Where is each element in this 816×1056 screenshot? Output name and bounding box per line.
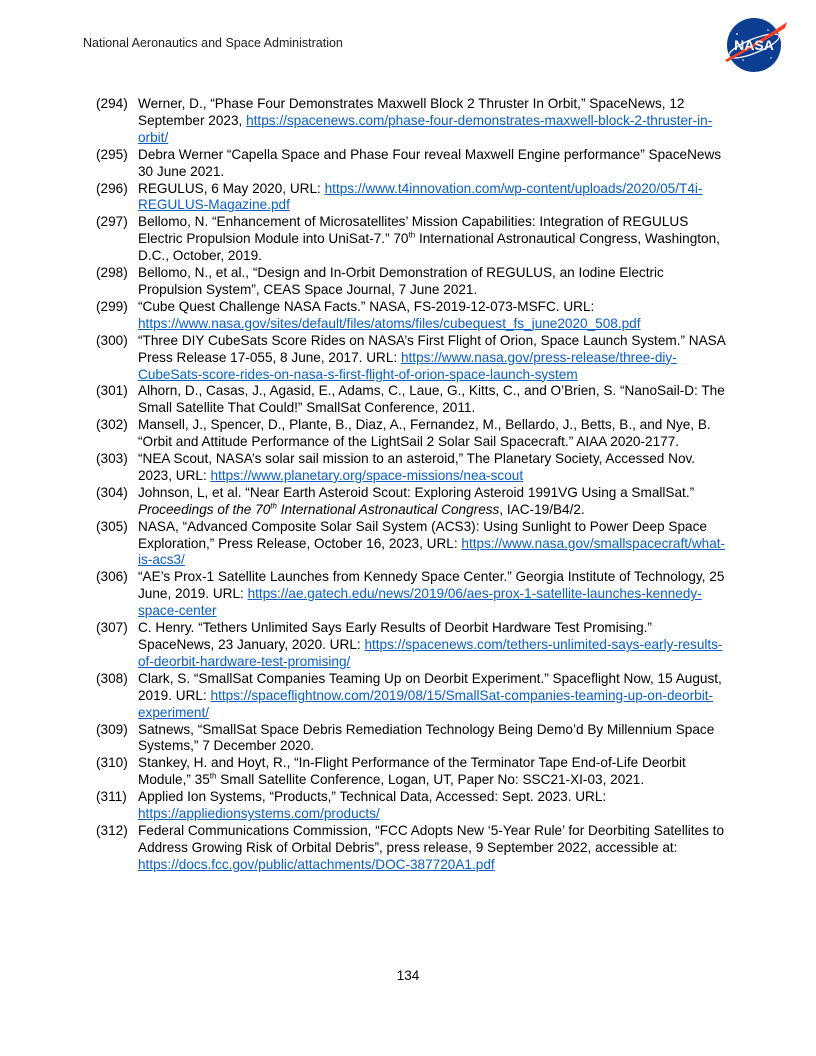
reference-number: (297) [96, 214, 128, 230]
page-number: 134 [396, 968, 420, 983]
reference-link[interactable]: https://www.planetary.org/space-missions/nea-scout [210, 467, 524, 483]
reference-297 [96, 214, 726, 265]
reference-text: Alhorn, D., Casas, J., Agasid, E., Adams, C., Laue, G., Kitts, C., and O’Brien, S. “NanoSail-D: The Small Satellite That Could!” SmallSat Conference, 2011. [138, 383, 725, 416]
reference-text: Bellomo, N. “Enhancement of Microsatellites’ Mission Capabilities: Integration of REGULUS Electric Propulsion Module into UniSat-7.” 70th International Astronautical Congress, Washington, D.C., October, 2019. [138, 214, 720, 264]
agency-name: National Aeronautics and Space Administration [83, 36, 343, 50]
reference-link[interactable]: https://www.nasa.gov/press-release/three-diy-CubeSats-score-rides-on-nasa-s-first-flight-of-orion-space-launch-system [138, 349, 677, 382]
reference-number: (309) [96, 721, 128, 737]
reference-294 [96, 96, 726, 147]
reference-number: (302) [96, 417, 128, 433]
reference-312 [96, 823, 726, 874]
nasa-logo [719, 16, 789, 74]
reference-number: (303) [96, 451, 128, 467]
nasa-logo-text: NASA [734, 37, 774, 53]
reference-number: (296) [96, 180, 128, 196]
reference-number: (311) [96, 789, 127, 805]
reference-text: C. Henry. “Tethers Unlimited Says Early Results of Deorbit Hardware Test Promising.” SpaceNews, 23 January, 2020. URL: https://spacenews.com/tethers-unlimited-says-early-results-of-deorbit-hardware-test-promising/ [138, 620, 723, 669]
reference-number: (301) [96, 383, 128, 399]
reference-text: “Cube Quest Challenge NASA Facts.” NASA, FS-2019-12-073-MSFC. URL: https://www.nasa.gov/sites/default/files/atoms/files/cubequest_fs_june2020_508.pdf [138, 298, 641, 331]
reference-299 [96, 299, 726, 333]
reference-link[interactable]: https://spacenews.com/tethers-unlimited-says-early-results-of-deorbit-hardware-test-promising/ [138, 637, 723, 669]
reference-number: (308) [96, 670, 128, 686]
reference-text: Clark, S. “SmallSat Companies Teaming Up on Deorbit Experiment.” Spaceflight Now, 15 August, 2019. URL: https://spaceflightnow.com/2019/08/15/SmallSat-companies-teaming-up-on-deorbit-experiment/ [138, 670, 722, 720]
reference-301 [96, 383, 726, 417]
reference-number: (312) [96, 822, 128, 838]
reference-number: (310) [96, 755, 128, 771]
reference-300 [96, 333, 726, 384]
reference-text: Federal Communications Commission, “FCC Adopts New ‘5-Year Rule’ for Deorbiting Satellites to Address Growing Risk of Orbital Debris”, press release, 9 September 2022, accessible at: https://docs.fcc.gov/public/attachments/DOC-387720A1.pdf [138, 822, 725, 872]
reference-text: Bellomo, N., et al., “Design and In-Orbit Demonstration of REGULUS, an Iodine Electric Propulsion System”, CEAS Space Journal, 7 June 2021. [138, 265, 664, 297]
reference-text: Applied Ion Systems, “Products,” Technical Data, Accessed: Sept. 2023. URL: https://appliedionsystems.com/products/ [138, 789, 607, 822]
reference-311 [96, 789, 726, 823]
reference-number: (295) [96, 146, 128, 162]
reference-text: Stankey, H. and Hoyt, R., “In-Flight Performance of the Terminator Tape End-of-Life Deorbit Module,” 35th Small Satellite Conference, Logan, UT, Paper No: SSC21-XI-03, 2021. [138, 755, 686, 788]
reference-302 [96, 417, 726, 451]
reference-295 [96, 147, 726, 181]
reference-text: “AE’s Prox-1 Satellite Launches from Kennedy Space Center.” Georgia Institute of Technology, 25 June, 2019. URL: https://ae.gatech.edu/news/2019/06/aes-prox-1-satellite-launches-kennedy-space-center [138, 569, 725, 619]
reference-link[interactable]: https://www.nasa.gov/smallspacecraft/what-is-acs3/ [138, 535, 726, 568]
reference-text: Mansell, J., Spencer, D., Plante, B., Diaz, A., Fernandez, M., Bellardo, J., Betts, B., and Nye, B. “Orbit and Attitude Performance of the LightSail 2 Solar Sail Spacecraft.” AIAA 2020-2177. [138, 417, 711, 450]
reference-number: (298) [96, 265, 128, 281]
reference-number: (305) [96, 518, 128, 534]
reference-296 [96, 181, 726, 215]
reference-list [96, 96, 726, 874]
reference-text: NASA, “Advanced Composite Solar Sail System (ACS3): Using Sunlight to Power Deep Space Exploration,” Press Release, October 16, 2023, URL: https://www.nasa.gov/smallspacecraft/what-is-acs3/ [138, 518, 726, 568]
reference-298 [96, 265, 726, 299]
reference-text: “NEA Scout, NASA’s solar sail mission to an asteroid,” The Planetary Society, Accessed Nov. 2023, URL: https://www.planetary.org/space-missions/nea-scout [138, 451, 696, 483]
reference-link[interactable]: https://ae.gatech.edu/news/2019/06/aes-prox-1-satellite-launches-kennedy-space-center [138, 586, 702, 619]
reference-308 [96, 671, 726, 722]
reference-number: (299) [96, 298, 128, 314]
reference-link[interactable]: https://appliedionsystems.com/products/ [138, 806, 380, 822]
reference-text: REGULUS, 6 May 2020, URL: https://www.t4innovation.com/wp-content/uploads/2020/05/T4i-REGULUS-Magazine.pdf [138, 180, 703, 213]
reference-304 [96, 485, 726, 519]
reference-number: (294) [96, 96, 128, 111]
reference-303 [96, 451, 726, 485]
reference-text: Debra Werner “Capella Space and Phase Four reveal Maxwell Engine performance” SpaceNews 30 June 2021. [138, 146, 722, 179]
reference-309 [96, 722, 726, 756]
reference-310 [96, 755, 726, 789]
reference-link[interactable]: https://spacenews.com/phase-four-demonstrates-maxwell-block-2-thruster-in-orbit/ [138, 112, 713, 145]
reference-306 [96, 569, 726, 620]
reference-link[interactable]: https://www.nasa.gov/sites/default/files/atoms/files/cubequest_fs_june2020_508.pdf [138, 315, 641, 331]
reference-text: Werner, D., “Phase Four Demonstrates Maxwell Block 2 Thruster In Orbit,” SpaceNews, 12 September 2023, https://spacenews.com/phase-four-demonstrates-maxwell-block-2-thruster-in-orbit/ [138, 96, 713, 145]
reference-link[interactable]: https://spaceflightnow.com/2019/08/15/SmallSat-companies-teaming-up-on-deorbit-experiment/ [138, 687, 714, 720]
reference-link[interactable]: https://www.t4innovation.com/wp-content/uploads/2020/05/T4i-REGULUS-Magazine.pdf [138, 180, 703, 213]
reference-number: (307) [96, 620, 128, 636]
reference-text: Satnews, “SmallSat Space Debris Remediation Technology Being Demo’d By Millennium Space Systems,” 7 December 2020. [138, 721, 715, 754]
reference-text: Johnson, L, et al. “Near Earth Asteroid Scout: Exploring Asteroid 1991VG Using a SmallSat.” Proceedings of the 70th International Astronautical Congress, IAC-19/B4/2. [138, 484, 695, 517]
reference-307 [96, 620, 726, 671]
reference-number: (300) [96, 332, 128, 348]
reference-text: “Three DIY CubeSats Score Rides on NASA’s First Flight of Orion, Space Launch System.” NASA Press Release 17-055, 8 June, 2017. URL: https://www.nasa.gov/press-release/three-diy-CubeSats-score-rides-on-nasa-s-first-flight-of-orion-space-launch-system [138, 332, 726, 382]
reference-number: (306) [96, 569, 128, 585]
reference-305 [96, 519, 726, 570]
reference-number: (304) [96, 484, 128, 500]
nasa-meatball-icon [719, 16, 789, 74]
reference-link[interactable]: https://docs.fcc.gov/public/attachments/DOC-387720A1.pdf [138, 856, 495, 872]
